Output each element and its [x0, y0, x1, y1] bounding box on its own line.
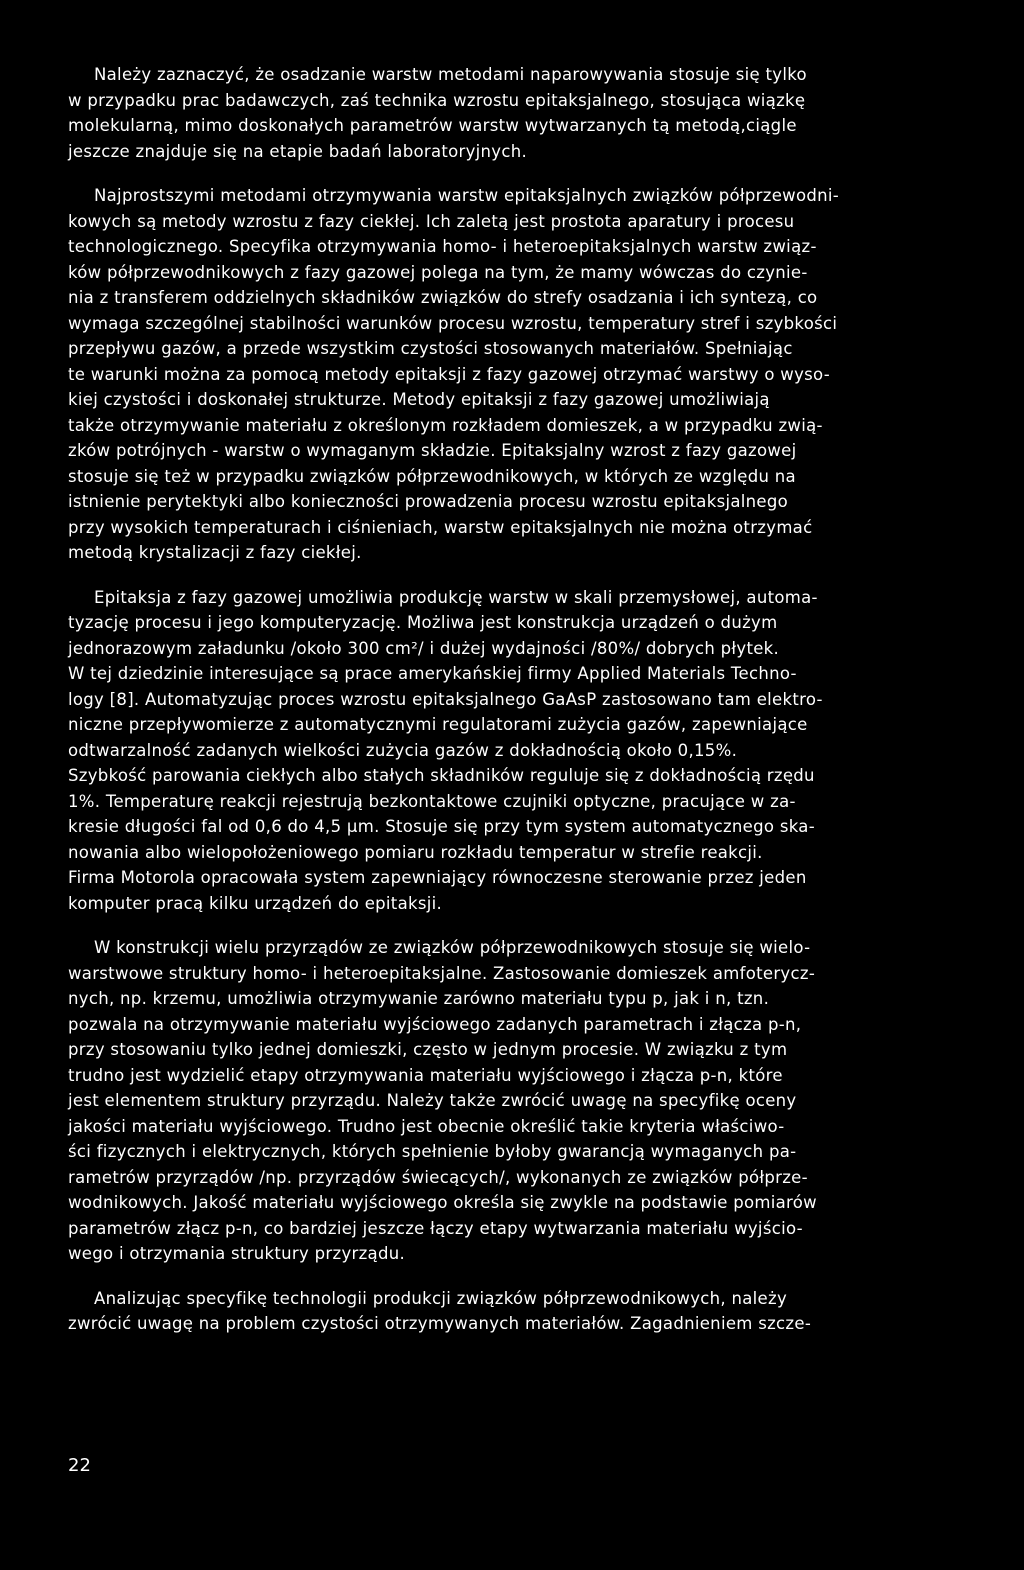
text-line: W konstrukcji wielu przyrządów ze związków półprzewodnikowych stosuje się wielo-: [94, 938, 811, 957]
text-line: jeszcze znajduje się na etapie badań laboratoryjnych.: [68, 141, 528, 161]
paragraph-3: [68, 585, 980, 917]
text-line: jednorazowym załadunku /około 300 cm²/ i dużej wydajności /80%/ dobrych płytek.: [68, 638, 780, 658]
text-line: istnienie perytektyki albo konieczności prowadzenia procesu wzrostu epitaksjalnego: [68, 492, 789, 511]
text-line: jest elementem struktury przyrządu. Należy także zwrócić uwagę na specyfikę oceny: [68, 1091, 797, 1110]
text-line: kowych są metody wzrostu z fazy ciekłej. Ich zaletą jest prostota aparatury i procesu: [68, 211, 795, 231]
paragraph-gap: [68, 566, 980, 585]
text-line: wymaga szczególnej stabilności warunków procesu wzrostu, temperatury stref i szybkości: [68, 313, 838, 333]
text-line: 1%. Temperaturę reakcji rejestrują bezkontaktowe czujniki optyczne, pracujące w za-: [68, 791, 796, 811]
text-line: nowania albo wielopołożeniowego pomiaru rozkładu temperatur w strefie reakcji.: [68, 842, 763, 862]
text-line: ści fizycznych i elektrycznych, których spełnienie byłoby gwarancją wymaganych pa-: [68, 1142, 797, 1161]
text-line: warstwowe struktury homo- i heteroepitaksjalne. Zastosowanie domieszek amfoterycz-: [68, 963, 816, 983]
paragraph-gap: [68, 1267, 980, 1286]
text-line: przepływu gazów, a przede wszystkim czystości stosowanych materiałów. Spełniając: [68, 339, 793, 358]
text-line: przy stosowaniu tylko jednej domieszki, często w jednym procesie. W związku z tym: [68, 1040, 788, 1059]
paragraph-1: [68, 62, 980, 164]
document-body: [68, 62, 980, 1337]
text-line: pozwala na otrzymywanie materiału wyjściowego zadanych parametrach i złącza p-n,: [68, 1014, 802, 1034]
text-line: wodnikowych. Jakość materiału wyjściowego określa się zwykle na podstawie pomiarów: [68, 1193, 817, 1212]
text-line: W tej dziedzinie interesujące są prace amerykańskiej firmy Applied Materials Techno-: [68, 664, 797, 683]
paragraph-5: [68, 1286, 980, 1337]
text-line: w przypadku prac badawczych, zaś technika wzrostu epitaksjalnego, stosująca wiązkę: [68, 90, 806, 110]
paragraph-gap: [68, 916, 980, 935]
text-line: stosuje się też w przypadku związków półprzewodnikowych, w których ze względu na: [68, 466, 796, 486]
text-line: Firma Motorola opracowała system zapewniający równoczesne sterowanie przez jeden: [68, 868, 807, 887]
text-line: kresie długości fal od 0,6 do 4,5 μm. Stosuje się przy tym system automatycznego ska-: [68, 817, 815, 836]
text-line: Szybkość parowania ciekłych albo stałych składników reguluje się z dokładnością rzędu: [68, 766, 815, 785]
text-line: Najprostszymi metodami otrzymywania warstw epitaksjalnych związków półprzewodni-: [94, 186, 840, 205]
text-line: parametrów złącz p-n, co bardziej jeszcze łączy etapy wytwarzania materiału wyjścio-: [68, 1218, 803, 1238]
text-line: metodą krystalizacji z fazy ciekłej.: [68, 543, 362, 562]
text-line: trudno jest wydzielić etapy otrzymywania materiału wyjściowego i złącza p-n, które: [68, 1065, 783, 1085]
text-line: nia z transferem oddzielnych składników związków do strefy osadzania i ich syntezą, co: [68, 288, 818, 307]
text-line: logy [8]. Automatyzując proces wzrostu epitaksjalnego GaAsP zastosowano tam elektro-: [68, 689, 823, 709]
text-line: Epitaksja z fazy gazowej umożliwia produkcję warstw w skali przemysłowej, automa-: [94, 587, 818, 607]
paragraph-2: [68, 183, 980, 566]
text-line: Należy zaznaczyć, że osadzanie warstw metodami naparowywania stosuje się tylko: [94, 65, 807, 84]
text-line: zwrócić uwagę na problem czystości otrzymywanych materiałów. Zagadnieniem szcze-: [68, 1314, 812, 1333]
text-line: jakości materiału wyjściowego. Trudno jest obecnie określić takie kryteria właściwo-: [68, 1116, 785, 1136]
paragraph-4: [68, 935, 980, 1267]
text-line: ków półprzewodnikowych z fazy gazowej polega na tym, że mamy wówczas do czynie-: [68, 262, 808, 282]
text-line: zków potrójnych - warstw o wymaganym składzie. Epitaksjalny wzrost z fazy gazowej: [68, 441, 797, 460]
text-line: niczne przepływomierze z automatycznymi regulatorami zużycia gazów, zapewniające: [68, 715, 808, 734]
text-line: Analizując specyfikę technologii produkcji związków półprzewodnikowych, należy: [94, 1288, 788, 1308]
text-line: nych, np. krzemu, umożliwia otrzymywanie zarówno materiału typu p, jak i n, tzn.: [68, 989, 770, 1008]
text-line: te warunki można za pomocą metody epitaksji z fazy gazowej otrzymać warstwy o wyso-: [68, 364, 831, 384]
text-line: kiej czystości i doskonałej strukturze. Metody epitaksji z fazy gazowej umożliwiają: [68, 390, 770, 409]
text-line: przy wysokich temperaturach i ciśnieniach, warstw epitaksjalnych nie można otrzymać: [68, 517, 813, 537]
text-line: molekularną, mimo doskonałych parametrów warstw wytwarzanych tą metodą,ciągle: [68, 116, 797, 135]
text-line: odtwarzalność zadanych wielkości zużycia gazów z dokładnością około 0,15%.: [68, 740, 738, 760]
text-line: tyzację procesu i jego komputeryzację. Możliwa jest konstrukcja urządzeń o dużym: [68, 613, 778, 632]
text-line: technologicznego. Specyfika otrzymywania homo- i heteroepitaksjalnych warstw związ-: [68, 237, 817, 256]
paragraph-gap: [68, 164, 980, 183]
page-number: 22: [68, 1455, 91, 1476]
text-line: wego i otrzymania struktury przyrządu.: [68, 1244, 406, 1263]
text-line: rametrów przyrządów /np. przyrządów świecących/, wykonanych ze związków półprze-: [68, 1167, 808, 1187]
text-line: komputer pracą kilku urządzeń do epitaksji.: [68, 893, 443, 913]
text-line: także otrzymywanie materiału z określonym rozkładem domieszek, a w przypadku zwią-: [68, 415, 823, 435]
